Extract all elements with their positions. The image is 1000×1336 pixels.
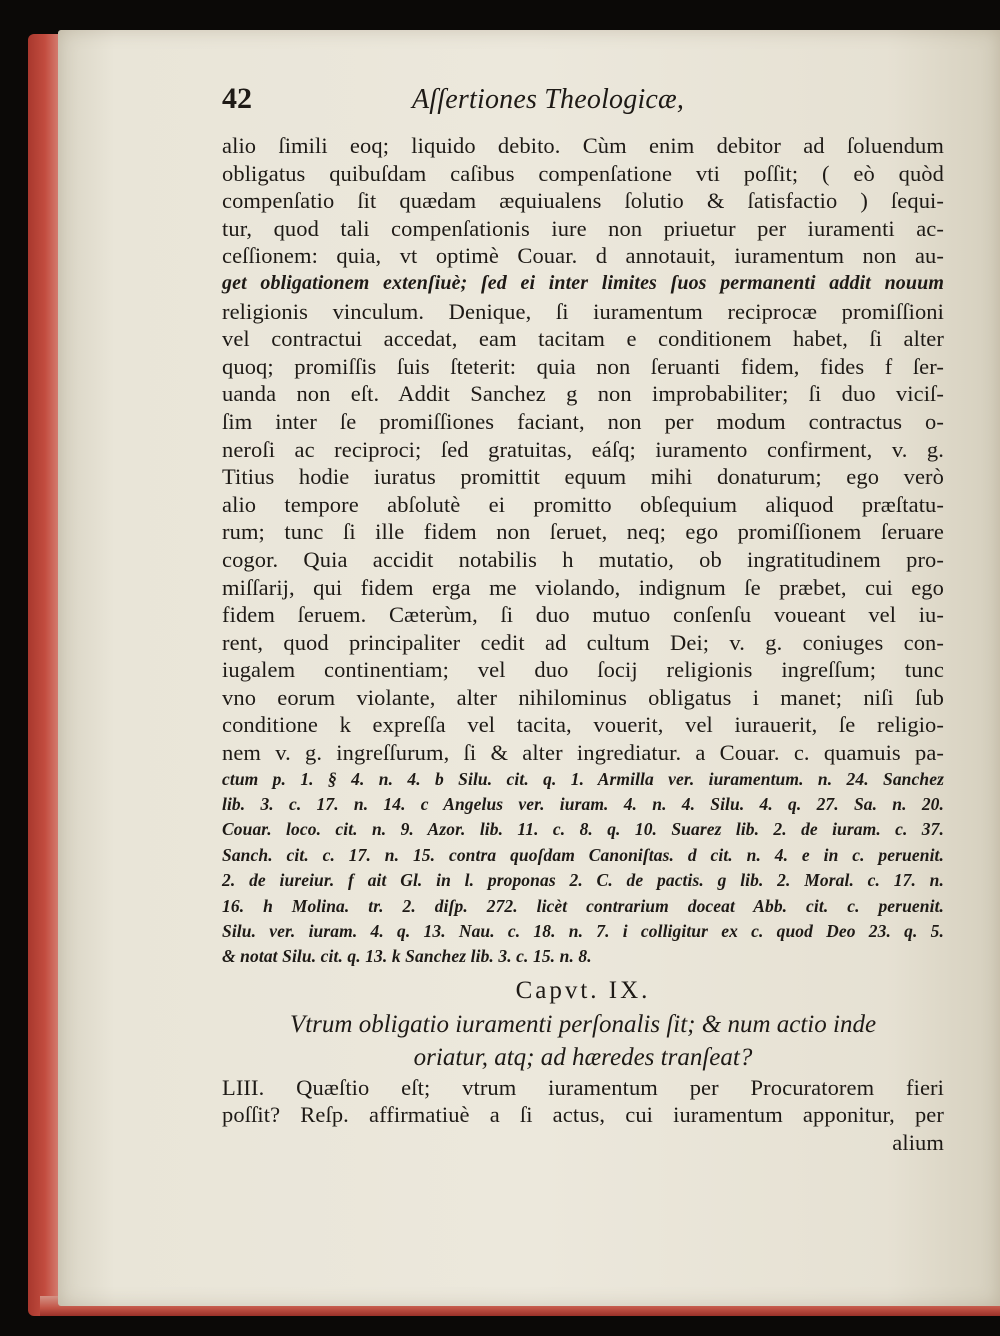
page-header bbox=[222, 82, 944, 130]
text-line: rum; tunc ſi ille fidem non ſeruet, neq; ego promiſſionem ſeruare bbox=[222, 519, 944, 545]
text-line: miſſarij, qui fidem erga me violando, indignum ſe præbet, cui ego bbox=[222, 574, 944, 600]
note-line: & notat Silu. cit. q. 13. k Sanchez lib. 3. c. 15. n. 8. bbox=[222, 946, 592, 967]
text-line: nem v. g. ingreſſurum, ſi & alter ingrediatur. a Couar. c. quamuis pa- bbox=[222, 740, 944, 766]
note-line: ctum p. 1. § 4. n. 4. b Silu. cit. q. 1. Armilla ver. iuramentum. n. 24. Sanchez bbox=[222, 768, 944, 789]
note-line: 2. de iureiur. f ait Gl. in l. proponas 2. C. de pactis. g lib. 2. Moral. c. 17. n. bbox=[222, 870, 944, 891]
text-line: Titius hodie iuratus promittit equum mihi donaturum; ego verò bbox=[222, 464, 944, 490]
note-line: Silu. ver. iuram. 4. q. 13. Nau. c. 18. n. 7. i colligitur ex c. quod Deo 23. q. 5. bbox=[222, 921, 944, 941]
text-line: alio tempore abſolutè ei promitto obſequium aliquod præſtatu- bbox=[222, 491, 944, 517]
text-line: religionis vinculum. Denique, ſi iuramentum reciprocæ promiſſioni bbox=[222, 298, 944, 324]
text-line: quoq; promiſſis ſuis ſteterit: quia non ſeruanti fidem, fides f ſer- bbox=[222, 353, 944, 379]
chapter-title: Capvt. IX. bbox=[515, 976, 651, 1004]
page-content bbox=[222, 82, 944, 1157]
text-line-italic: get obligationem extenſiuè; ſed ei inter limites ſuos permanenti addit nouum bbox=[222, 271, 944, 294]
text-line: vno eorum violante, alter nihilominus obligatus i manet; niſi ſub bbox=[222, 684, 944, 710]
text-line: ceſſionem: quia, vt optimè Couar. d annotauit, iuramentum non au- bbox=[222, 243, 944, 269]
note-line: Sanch. cit. c. 17. n. 15. contra quoſdam Canoniſtas. d cit. n. 4. e in c. peruenit. bbox=[222, 844, 944, 865]
paragraph-liii bbox=[222, 1074, 944, 1157]
text-line: conditione k expreſſa vel tacita, vouerit, vel iurauerit, ſe religio- bbox=[222, 712, 944, 738]
text-line: obligatus quibuſdam caſibus compenſatione vti poſſit; ( eò quòd bbox=[222, 160, 944, 186]
note-line: lib. 3. c. 17. n. 14. c Angelus ver. iuram. 4. n. 4. Silu. 4. q. 27. Sa. n. 20. bbox=[222, 794, 944, 815]
text-line: poſſit? Reſp. affirmatiuè a ſi actus, cui iuramentum apponitur, per bbox=[222, 1102, 944, 1128]
marginal-notes bbox=[222, 767, 944, 970]
page-number: 42 bbox=[222, 82, 252, 115]
text-line: uanda non eſt. Addit Sanchez g non improbabiliter; ſi duo viciſ- bbox=[222, 381, 944, 407]
text-line: iugalem continentiam; vel duo ſocij religionis ingreſſum; tunc bbox=[222, 657, 944, 683]
text-line: vel contractui accedat, eam tacitam e conditionem habet, ſi alter bbox=[222, 326, 944, 352]
text-line: neroſi ac reciproci; ſed gratuitas, eáſq; iuramento confirment, v. g. bbox=[222, 436, 944, 462]
text-line: tur, quod tali compenſationis iure non priuetur per iuramenti ac- bbox=[222, 215, 944, 241]
note-line: 16. h Molina. tr. 2. diſp. 272. licèt contrarium doceat Abb. cit. c. peruenit. bbox=[222, 895, 944, 916]
chapter-question: Vtrum obligatio iuramenti perſonalis ſit; & num actio inde bbox=[289, 1010, 877, 1038]
note-line: Couar. loco. cit. n. 9. Azor. lib. 11. c. 8. q. 10. Suarez lib. 2. de iuram. c. 37. bbox=[222, 819, 944, 840]
text-line: rent, quod principaliter cedit ad cultum Dei; v. g. coniuges con- bbox=[222, 629, 944, 655]
text-line: ſim inter ſe promiſſiones faciant, non per modum contractus o- bbox=[222, 408, 944, 434]
text-line: LIII. Quæſtio eſt; vtrum iuramentum per Procuratorem fieri bbox=[222, 1074, 944, 1100]
text-line: fidem ſeruem. Cæterùm, ſi duo mutuo conſenſu voueant vel iu- bbox=[222, 602, 944, 628]
text-line: cogor. Quia accidit notabilis h mutatio, ob ingratitudinem pro- bbox=[222, 546, 944, 572]
running-head: Aſſertiones Theologicæ, bbox=[412, 84, 685, 115]
text-line: alio ſimili eoq; liquido debito. Cùm enim debitor ad ſoluendum bbox=[222, 133, 944, 158]
chapter-question: oriatur, atq; ad hæredes tranſeat? bbox=[413, 1043, 753, 1071]
text-line: compenſatio ſit quædam æquiualens ſolutio & ſatisfactio ) ſequi- bbox=[222, 188, 944, 214]
body-text bbox=[222, 132, 944, 767]
catchword: alium bbox=[892, 1129, 944, 1155]
